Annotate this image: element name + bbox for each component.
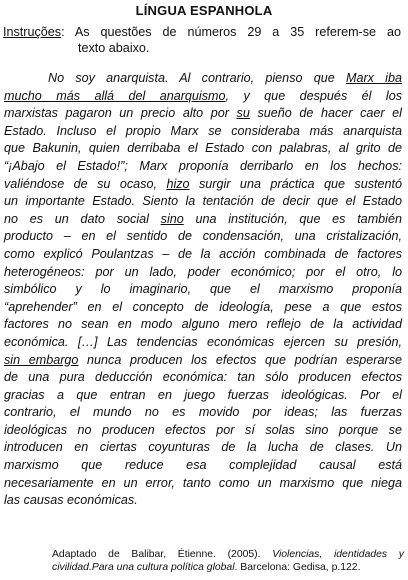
passage-text: “aprehender” en el concepto de ideología, pese a que estos (4, 299, 402, 314)
instructions (3, 24, 401, 56)
passage-line (4, 299, 402, 317)
passage-text: de una pura deducción económica: tan sólo producen efectos (4, 370, 402, 385)
passage-line (4, 352, 402, 370)
passage-text: marxismo que reduce esa complejidad causal está (4, 458, 402, 473)
passage-line (4, 176, 402, 194)
underlined-phrase: Marx iba (345, 71, 402, 85)
passage-text: gracias a que entran en juego fuerzas ideológicas. Por el (4, 387, 402, 402)
passage-line (4, 193, 402, 211)
passage-text: , y que después él los (225, 88, 402, 103)
passage-line (4, 211, 402, 229)
passage-text: marxistas pagaron un precio alto por (4, 106, 237, 121)
passage-text: simbólico y lo imaginario, que el marxismo proponía (4, 282, 402, 297)
passage-line (4, 387, 402, 405)
passage-text: introducen en ciertas coyunturas de la lucha de clases. Un (4, 440, 402, 455)
underlined-phrase: mucho más allá del anarquismo (4, 88, 226, 103)
passage-text: heterogéneos: por un lado, poder económico; por el otro, lo (4, 264, 402, 279)
passage-line (4, 492, 402, 510)
passage-text: No soy anarquista. Al contrario, pienso que (48, 71, 346, 85)
underlined-phrase: sin embargo (4, 352, 79, 367)
citation-author: Adaptado de Balibar, Étienne. (2005). (52, 549, 273, 560)
passage-line (4, 369, 402, 387)
underlined-phrase: sino (160, 211, 184, 226)
underlined-phrase: su (236, 106, 250, 121)
passage-text: producto – en el sentido de condensación, una cristalización, (4, 229, 402, 244)
passage-text: “¡Abajo el Estado!”; Marx proponía derribarlo en los hechos: (4, 158, 402, 173)
passage-text: un importante Estado. Siento la tentación de decir que el Estado (4, 194, 402, 209)
passage-line (4, 316, 402, 334)
passage-text: sueño de hacer caer el (249, 106, 402, 121)
passage-line (4, 246, 402, 264)
passage-line (4, 404, 402, 422)
citation-title-part-1: Violencias, identidades y (272, 549, 404, 560)
passage-line (4, 105, 402, 123)
page-title: LÍNGUA ESPANHOLA (135, 3, 273, 18)
passage-text: Estado. Incluso el propio Marx se consideraba más anarquista (4, 123, 402, 138)
citation-title-part-2: civilidad.Para una cultura política global (52, 562, 235, 573)
citation-line-2 (52, 561, 404, 574)
passage-text: las causas económicas. (4, 493, 138, 508)
instructions-line-2: texto abaixo. (78, 41, 150, 55)
passage-text: contrario, el mundo no es movido por ideas; las fuerzas (4, 405, 402, 420)
passage-text: necesariamente en un error, tanto como un marxismo que niega (4, 475, 402, 490)
passage-line (4, 475, 402, 493)
passage-text: como explicó Poulantzas – de la acción combinada de factores (4, 246, 402, 261)
passage-text: ideológicas no producen efectos por sí solas sino porque se (4, 422, 402, 437)
underlined-phrase: hizo (166, 176, 190, 191)
citation (52, 548, 404, 574)
instructions-label: Instruções (3, 25, 62, 39)
passage-text: una institución, que es también (183, 211, 402, 226)
passage-line (4, 88, 402, 106)
passage-line (4, 70, 402, 88)
passage-line (4, 457, 402, 475)
passage-line (4, 422, 402, 440)
passage-line (4, 281, 402, 299)
passage-text: económica. […] Las tendencias económicas ejercen su presión, (4, 334, 402, 349)
passage-line (4, 123, 402, 141)
passage-line (4, 264, 402, 282)
passage-text: que Bakunin, quien derribaba el Estado con palabras, al grito de (4, 141, 402, 156)
passage-line (4, 334, 402, 352)
passage-text: surgir una práctica que sustentó (189, 176, 403, 191)
passage-text: factores no sean en modo alguno mero reflejo de la actividad (4, 317, 402, 332)
citation-publisher: . Barcelona: Gedisa, p.122. (234, 562, 361, 573)
passage-text: no es un dato social (4, 211, 161, 226)
passage-line (4, 140, 402, 158)
citation-line-1 (52, 548, 404, 561)
passage-line (4, 439, 402, 457)
passage-text: nunca producen los efectos que podrían esperarse (78, 352, 402, 367)
instructions-text-1: : As questões de números 29 a 35 referem-se ao (61, 25, 401, 39)
passage-line (4, 228, 402, 246)
instructions-line-1 (3, 24, 401, 40)
passage (4, 70, 402, 510)
passage-text: valiéndose de su ocaso, (4, 176, 167, 191)
passage-line (4, 158, 402, 176)
